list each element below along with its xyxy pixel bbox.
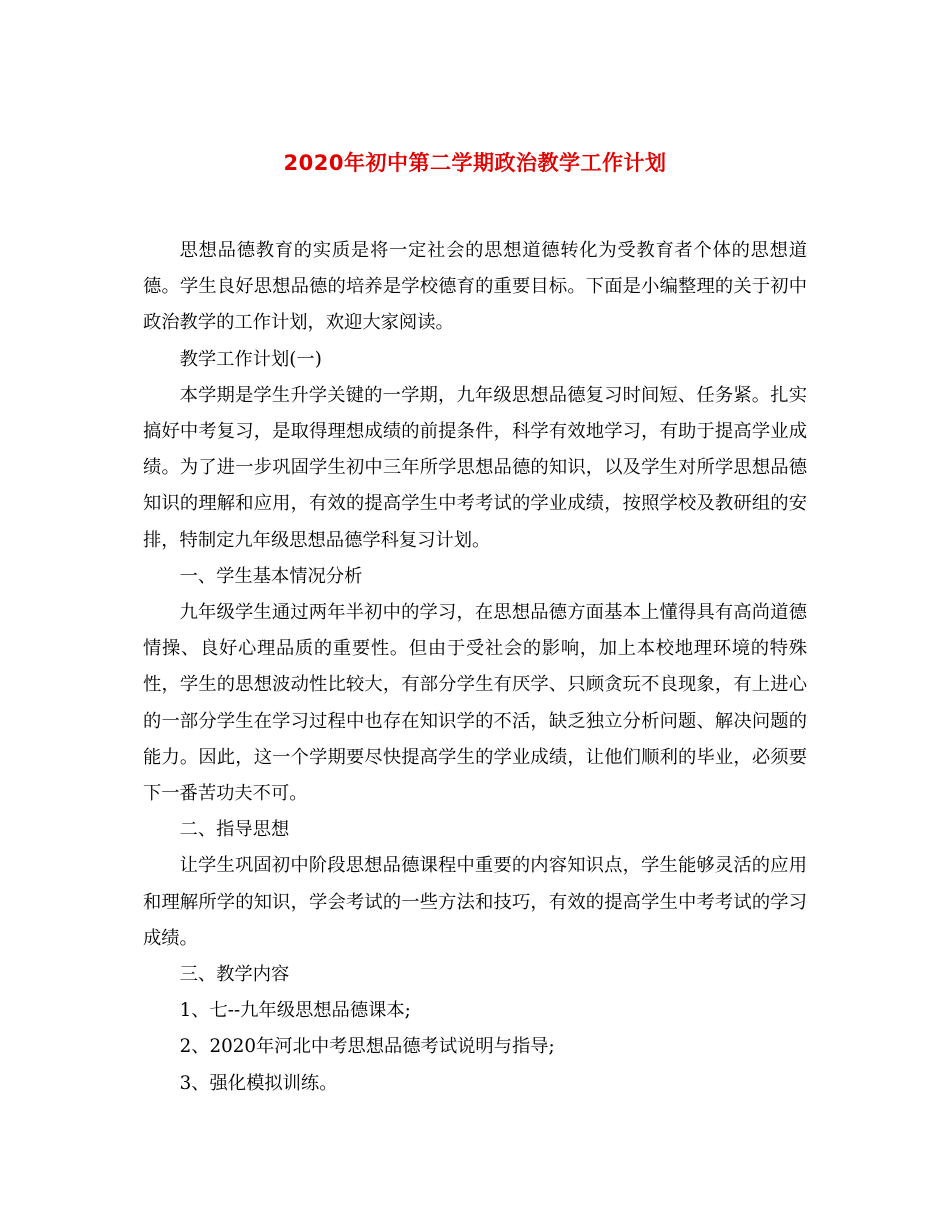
- list-item-textbook: 1、七--九年级思想品德课本;: [179, 1000, 411, 1022]
- paragraph-student-analysis: 九年级学生通过两年半初中的学习，在思想品德方面基本上懂得具有高尚道德情操、良好心理品质的重要性。但由于受社会的影响，加上本校地理环境的特殊性，学生的思想波动性比较大，有部分学生有厌学、只顾贪玩不良现象，有上进心的一部分学生在学习过程中也存在知识学的不活，缺乏独立分析问题、解决问题的能力。因此，这一个学期要尽快提高学生的学业成绩，让他们顺利的毕业，必须要下一番苦功夫不可。: [143, 602, 807, 805]
- paragraph-plan-heading: 教学工作计划(一): [179, 348, 322, 370]
- section-heading-guiding-idea: 二、指导思想: [179, 819, 290, 841]
- section-heading-student-analysis: 一、学生基本情况分析: [179, 565, 363, 587]
- paragraph-guiding-idea: 让学生巩固初中阶段思想品德课程中重要的内容知识点，学生能够灵活的应用和理解所学的知识，学会考试的一些方法和技巧，有效的提高学生中考考试的学习成绩。: [143, 855, 807, 949]
- list-item-exam-guide: 2、2020年河北中考思想品德考试说明与指导;: [179, 1036, 555, 1058]
- document-body: [143, 233, 807, 1102]
- paragraph-intro: 思想品德教育的实质是将一定社会的思想道德转化为受教育者个体的思想道德。学生良好思想品德的培养是学校德育的重要目标。下面是小编整理的关于初中政治教学的工作计划，欢迎大家阅读。: [143, 240, 807, 334]
- section-heading-teaching-content: 三、教学内容: [179, 964, 290, 986]
- list-item-mock-training: 3、强化模拟训练。: [179, 1072, 338, 1094]
- paragraph-semester-overview: 本学期是学生升学关键的一学期，九年级思想品德复习时间短、任务紧。扎实搞好中考复习，是取得理想成绩的前提条件，科学有效地学习，有助于提高学业成绩。为了进一步巩固学生初中三年所学思想品德的知识，以及学生对所学思想品德知识的理解和应用，有效的提高学生中考考试的学业成绩，按照学校及教研组的安排，特制定九年级思想品德学科复习计划。: [143, 384, 807, 551]
- document-title: 2020年初中第二学期政治教学工作计划: [283, 151, 667, 175]
